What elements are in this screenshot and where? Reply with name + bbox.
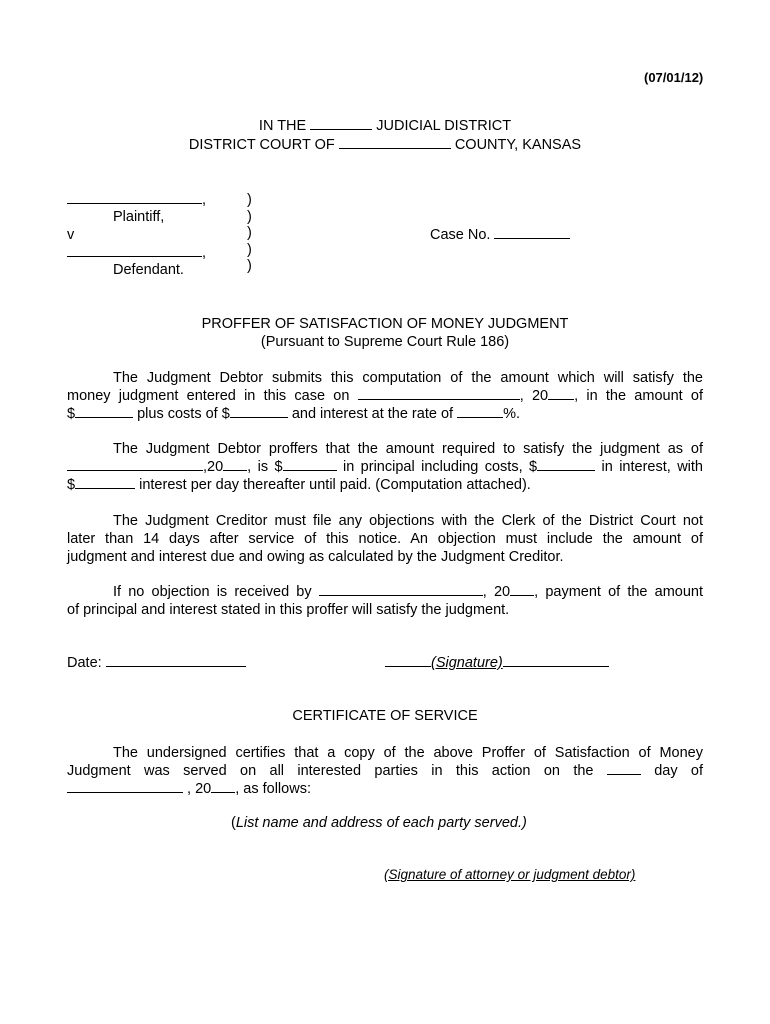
date-row: Date:	[67, 655, 246, 671]
paragraph-computation: The Judgment Debtor submits this computation of the amount which will satisfy the money judgment entered in this case on , 20 , in the amount of $ plus costs of $ and interest at the rate of %.	[67, 370, 704, 422]
principal-amount-field[interactable]	[283, 469, 337, 471]
document-title: PROFFER OF SATISFACTION OF MONEY JUDGMENT	[201, 316, 569, 332]
defendant-name-row: ,	[67, 245, 206, 261]
judgment-entry-date-field[interactable]	[358, 398, 520, 400]
case-number-field[interactable]	[494, 237, 570, 239]
caption-parentheses: ) ) ) ) )	[247, 192, 252, 274]
service-month-field[interactable]	[67, 791, 183, 793]
court-heading-line2: DISTRICT COURT OF COUNTY, KANSAS	[188, 137, 582, 153]
costs-amount-field[interactable]	[230, 416, 288, 418]
paragraph-no-objection: If no objection is received by , 20 , payment of the amount of principal and interest stated in this proffer will satisfy the judgment.	[67, 584, 704, 618]
versus-label: v	[67, 227, 75, 243]
date-field[interactable]	[106, 665, 246, 667]
attorney-signature-line[interactable]: (Signature of attorney or judgment debtor)	[384, 867, 636, 882]
county-name-field[interactable]	[339, 147, 451, 149]
form-code: (07/01/12)	[644, 70, 704, 85]
certificate-paragraph: The undersigned certifies that a copy of the above Proffer of Satisfaction of Money Judgment was served on all interested parties in this action on the day of , 20 , as follows:	[67, 745, 704, 797]
judgment-amount-field[interactable]	[75, 416, 133, 418]
court-heading-line1: IN THE JUDICIAL DISTRICT	[258, 118, 512, 134]
objection-year-field[interactable]	[510, 594, 534, 596]
interest-amount-field[interactable]	[537, 469, 595, 471]
judgment-year-field[interactable]	[548, 398, 574, 400]
district-number-field[interactable]	[310, 128, 372, 130]
served-parties-instruction: (List name and address of each party served.)	[231, 815, 527, 831]
per-diem-interest-field[interactable]	[75, 487, 135, 489]
signature-line[interactable]: (Signature)	[385, 655, 609, 671]
paragraph-proffer-amount: The Judgment Debtor proffers that the amount required to satisfy the judgment as of ,20 , is $ in principal including costs, $ in interest, with $ interest per day thereafter until paid. (Computation attached).	[67, 441, 703, 493]
paragraph-objections: The Judgment Creditor must file any objections with the Clerk of the District Court not later than 14 days after service of this notice. An objection must include the amount of judgment and interest due and owing as calculated by the Judgment Creditor.	[67, 513, 703, 565]
certificate-title: CERTIFICATE OF SERVICE	[292, 708, 478, 724]
plaintiff-label: Plaintiff,	[113, 209, 165, 225]
defendant-name-field[interactable]	[67, 255, 202, 257]
defendant-label: Defendant.	[113, 262, 184, 278]
service-day-field[interactable]	[607, 773, 641, 775]
as-of-year-field[interactable]	[223, 469, 247, 471]
objection-deadline-field[interactable]	[319, 594, 483, 596]
service-year-field[interactable]	[211, 791, 235, 793]
case-number-row: Case No.	[430, 227, 570, 243]
as-of-date-field[interactable]	[67, 469, 203, 471]
document-subtitle: (Pursuant to Supreme Court Rule 186)	[260, 334, 510, 350]
interest-rate-field[interactable]	[457, 416, 503, 418]
plaintiff-name-row: ,	[67, 192, 206, 208]
plaintiff-name-field[interactable]	[67, 202, 202, 204]
